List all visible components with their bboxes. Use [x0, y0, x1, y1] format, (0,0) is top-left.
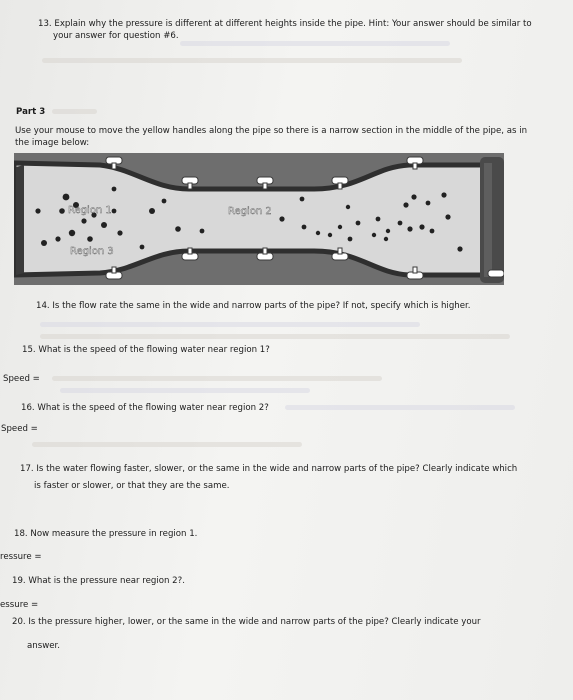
pipe-simulation-image	[14, 153, 504, 285]
bleed-through-text	[52, 109, 97, 114]
part-3-heading: Part 3	[16, 107, 46, 117]
question-18: 18. Now measure the pressure in region 1.	[14, 529, 198, 539]
pipe-inlet	[16, 165, 24, 275]
handle-right-icon	[488, 270, 504, 277]
bleed-through-text	[180, 41, 450, 46]
part-3-instruction-line1: Use your mouse to move the yellow handles along the pipe so there is a narrow section in the middle of the pipe, as in	[15, 126, 528, 136]
region-1-label: Region 1	[68, 205, 112, 216]
question-13-line1: 13. Explain why the pressure is different at different heights inside the pipe. Hint: Your answer should be similar to	[38, 19, 532, 29]
bleed-through-text	[42, 58, 462, 63]
question-20-line2: answer.	[27, 641, 60, 651]
bleed-through-text	[60, 388, 310, 393]
region-2-label: Region 2	[228, 206, 272, 217]
question-20-line1: 20. Is the pressure higher, lower, or the same in the wide and narrow parts of the pipe? Clearly indicate your	[12, 617, 481, 627]
speed-1-label: Speed =	[3, 374, 40, 384]
bleed-through-text	[40, 334, 510, 339]
question-19: 19. What is the pressure near region 2?.	[12, 576, 185, 586]
pipe-diagram	[14, 153, 504, 285]
bleed-through-text	[285, 405, 515, 410]
speed-2-label: Speed =	[1, 424, 38, 434]
question-16: 16. What is the speed of the flowing water near region 2?	[21, 403, 269, 413]
bleed-through-text	[32, 442, 302, 447]
question-17-line2: is faster or slower, or that they are the same.	[34, 481, 230, 491]
part-3-instruction-line2: the image below:	[15, 138, 90, 148]
bleed-through-text	[40, 322, 420, 327]
question-17-line1: 17. Is the water flowing faster, slower, or the same in the wide and narrow parts of the pipe? Clearly indicate which	[20, 464, 518, 474]
question-13-line2: your answer for question #6.	[53, 31, 179, 41]
region-3-label: Region 3	[70, 246, 114, 257]
pipe-end-rim	[484, 163, 492, 277]
pressure-1-label: ressure =	[0, 552, 42, 562]
question-15: 15. What is the speed of the flowing water near region 1?	[22, 345, 270, 355]
bleed-through-text	[52, 376, 382, 381]
question-14: 14. Is the flow rate the same in the wide and narrow parts of the pipe? If not, specify which is higher.	[36, 301, 471, 311]
pressure-2-label: essure =	[0, 600, 39, 610]
